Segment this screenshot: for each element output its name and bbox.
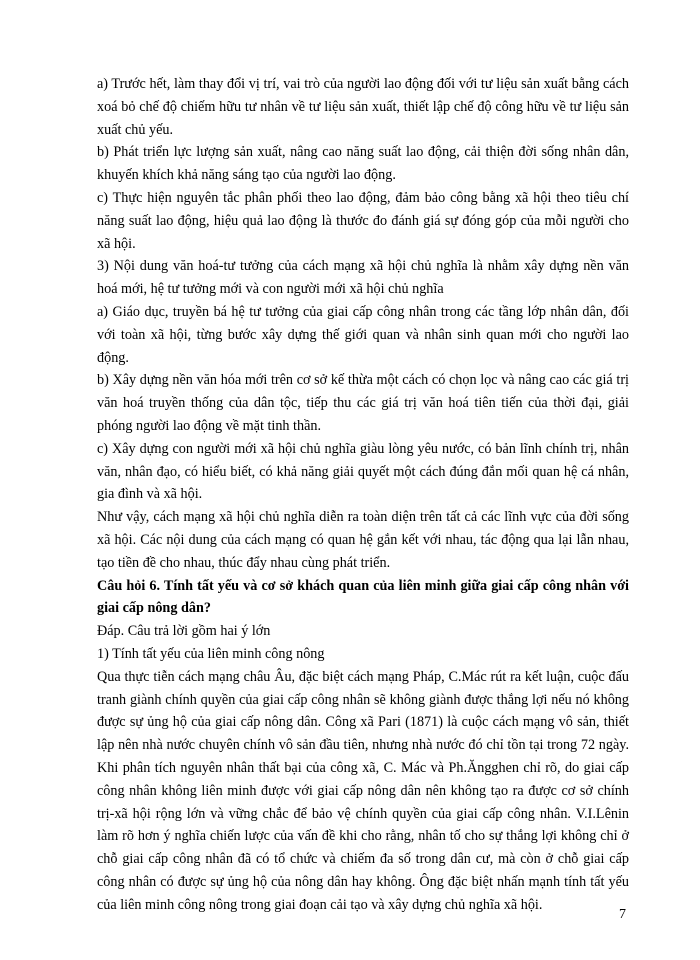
paragraph-summary: Như vậy, cách mạng xã hội chủ nghĩa diễn ra toàn diện trên tất cả các lĩnh vực của đời sống xã hội. Các nội dung của cách mạng có quan hệ gắn kết với nhau, tác động qua lại lẫn nhau, tạo tiền đề cho nhau, thúc đẩy nhau cùng phát triển. xyxy=(97,509,629,571)
body-text xyxy=(97,73,629,916)
paragraph-1c: c) Thực hiện nguyên tắc phân phối theo lao động, đảm bảo công bằng xã hội theo tiêu chí năng suất lao động, hiệu quả lao động là thước đo đánh giá sự đóng góp của mỗi người cho xã hội. xyxy=(97,189,629,252)
paragraph-1b: b) Phát triển lực lượng sản xuất, nâng cao năng suất lao động, cải thiện đời sống nhân dân, khuyến khích khả năng sáng tạo của người lao động. xyxy=(97,144,629,184)
page-number: 7 xyxy=(619,907,626,922)
paragraph-3a: a) Giáo dục, truyền bá hệ tư tưởng của giai cấp công nhân trong các tầng lớp nhân dân, đối với toàn xã hội, từng bước xây dựng thế giới quan và nhân sinh quan mới cho người lao động. xyxy=(97,303,629,366)
answer-section-1-title: 1) Tính tất yếu của liên minh công nông xyxy=(97,645,325,662)
paragraph-section-3: 3) Nội dung văn hoá-tư tưởng của cách mạng xã hội chủ nghĩa là nhằm xây dựng nền văn hoá mới, hệ tư tưởng mới và con người mới xã hội chủ nghĩa xyxy=(97,258,629,298)
paragraph-1a: a) Trước hết, làm thay đổi vị trí, vai trò của người lao động đối với tư liệu sản xuất bằng cách xoá bỏ chế độ chiếm hữu tư nhân về tư liệu sản xuất, thiết lập chế độ công hữu về tư liệu sản xuất chủ yếu. xyxy=(97,76,629,138)
question-6-heading: Câu hỏi 6. Tính tất yếu và cơ sở khách quan của liên minh giữa giai cấp công nhân với giai cấp nông dân? xyxy=(97,577,629,617)
answer-section-1-body: Qua thực tiễn cách mạng châu Âu, đặc biệt cách mạng Pháp, C.Mác rút ra kết luận, cuộc đấu tranh giành chính quyền của giai cấp công nhân sẽ không giành được thắng lợi nếu nó không được sự ủng hộ của giai cấp nông dân. Công xã Pari (1871) là cuộc cách mạng vô sản, thiết lập nên nhà nước chuyên chính vô sản đầu tiên, nhưng nhà nước đó chỉ tồn tại trong 72 ngày. Khi phân tích nguyên nhân thất bại của công xã, C. Mác và Ph.Ăngghen chỉ rõ, do giai cấp công nhân không liên minh được với giai cấp nông dân nên không tạo ra được cơ sở chính trị-xã hội rộng lớn và vững chắc để bảo vệ chính quyền của giai cấp công nhân. V.I.Lênin làm rõ hơn ý nghĩa chiến lược của vấn đề khi cho rằng, nhân tố cho sự thắng lợi không chỉ ở chỗ giai cấp công nhân đã có tổ chức và chiếm đa số trong dân cư, mà còn ở chỗ giai cấp công nhân có được sự ủng hộ của nông dân hay không. Ông đặc biệt nhấn mạnh tính tất yếu của liên minh công nông trong giai đoạn cải tạo và xây dựng chủ nghĩa xã hội. xyxy=(97,668,629,913)
paragraph-3c: c) Xây dựng con người mới xã hội chủ nghĩa giàu lòng yêu nước, có bản lĩnh chính trị, nhân văn, nhân đạo, có hiểu biết, có khả năng giải quyết một cách đúng đắn mối quan hệ cá nhân, gia đình và xã hội. xyxy=(97,440,629,503)
paragraph-3b: b) Xây dựng nền văn hóa mới trên cơ sở kế thừa một cách có chọn lọc và nâng cao các giá trị văn hoá truyền thống của dân tộc, tiếp thu các giá trị văn hoá tiên tiến của thời đại, giải phóng người lao động về mặt tinh thần. xyxy=(97,372,629,434)
answer-intro: Đáp. Câu trả lời gồm hai ý lớn xyxy=(97,623,271,640)
